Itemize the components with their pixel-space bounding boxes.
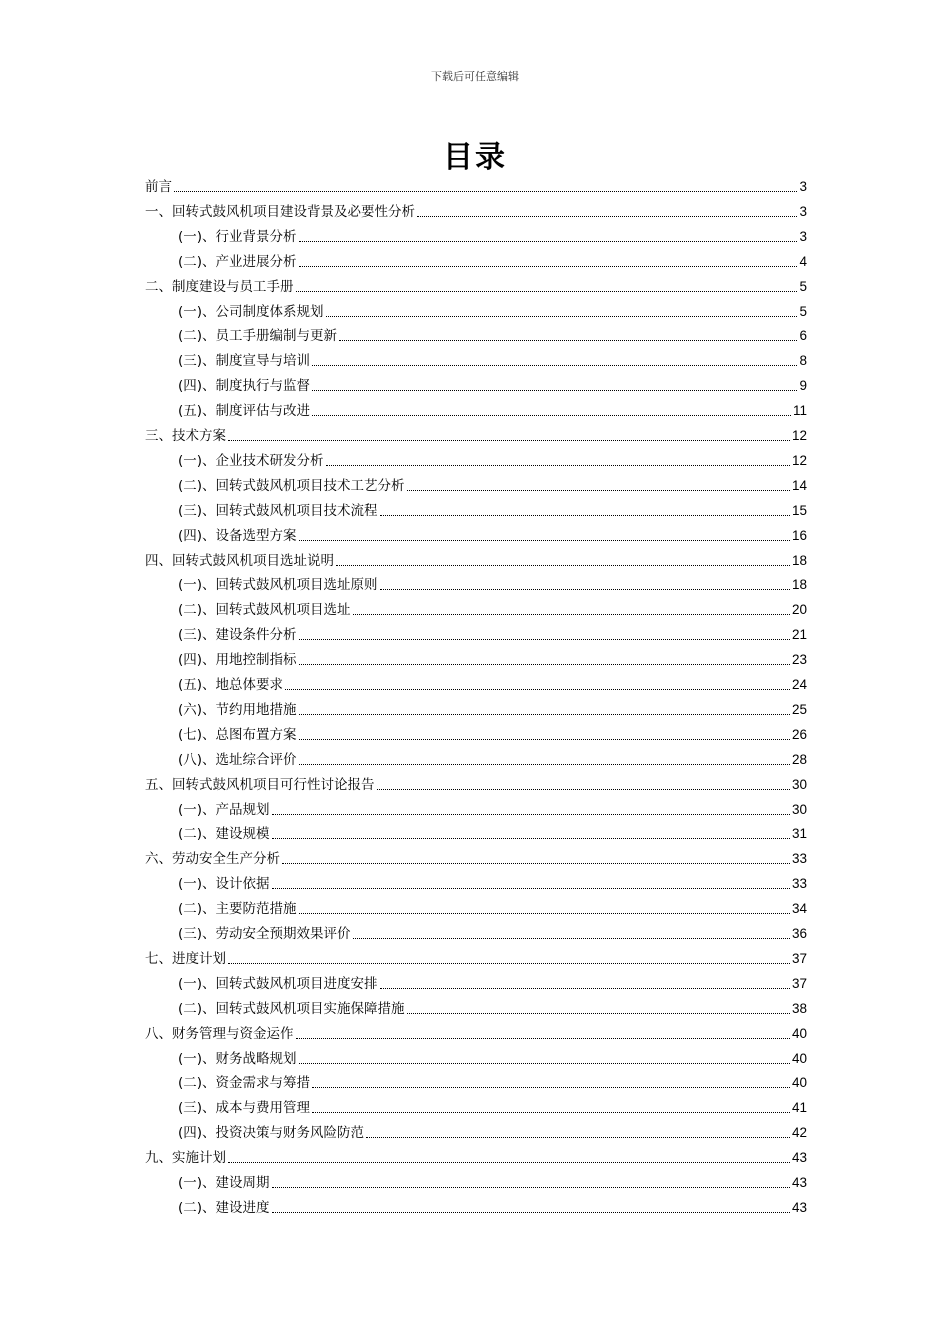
toc-entry[interactable] <box>178 675 807 695</box>
toc-leader-dots <box>312 365 797 366</box>
toc-leader-dots <box>380 515 790 516</box>
toc-entry-title: (二)、回转式鼓风机项目选址 <box>178 602 351 619</box>
toc-entry-page: 28 <box>791 751 807 767</box>
toc-leader-dots <box>299 1063 790 1064</box>
toc-entry[interactable] <box>145 1024 807 1044</box>
toc-entry[interactable] <box>178 625 807 645</box>
toc-entry-page: 5 <box>799 303 807 319</box>
toc-entry-page: 8 <box>799 353 807 369</box>
toc-leader-dots <box>228 963 790 964</box>
toc-entry[interactable] <box>178 1123 807 1143</box>
toc-entry[interactable] <box>178 650 807 670</box>
toc-entry[interactable] <box>178 227 807 247</box>
toc-leader-dots <box>299 764 790 765</box>
toc-leader-dots <box>299 714 790 715</box>
toc-leader-dots <box>366 1137 790 1138</box>
toc-entry-page: 3 <box>799 228 807 244</box>
toc-leader-dots <box>282 863 790 864</box>
toc-entry[interactable] <box>178 824 807 844</box>
toc-entry[interactable] <box>178 999 807 1019</box>
toc-entry[interactable] <box>178 501 807 521</box>
toc-entry-title: (二)、产业进展分析 <box>178 253 297 270</box>
toc-entry[interactable] <box>178 351 807 371</box>
toc-leader-dots <box>228 440 790 441</box>
toc-leader-dots <box>299 241 798 242</box>
toc-entry-title: (四)、投资决策与财务风险防范 <box>178 1125 365 1142</box>
toc-entry-page: 25 <box>791 701 807 717</box>
toc-entry-title: 前言 <box>145 179 172 195</box>
toc-entry-title: (一)、回转式鼓风机项目选址原则 <box>178 577 378 594</box>
toc-entry-title: (一)、建设周期 <box>178 1175 270 1191</box>
toc-leader-dots <box>377 789 790 790</box>
toc-entry-title: (五)、制度评估与改进 <box>178 403 311 420</box>
toc-leader-dots <box>326 465 790 466</box>
toc-entry-title: (一)、企业技术研发分析 <box>178 452 324 469</box>
toc-entry-page: 26 <box>791 726 807 742</box>
toc-entry-page: 18 <box>791 552 807 568</box>
toc-entry-title: (七)、总图布置方案 <box>178 726 297 743</box>
toc-entry-page: 3 <box>799 179 807 194</box>
toc-entry-title: (二)、资金需求与筹措 <box>178 1075 311 1092</box>
toc-entry-page: 37 <box>791 950 807 966</box>
toc-entry-title: (三)、成本与费用管理 <box>178 1100 311 1117</box>
toc-leader-dots <box>299 664 790 665</box>
toc-entry[interactable] <box>178 924 807 944</box>
toc-entry[interactable] <box>178 1073 807 1093</box>
toc-leader-dots <box>299 913 790 914</box>
toc-entry-page: 9 <box>799 378 807 394</box>
toc-entry[interactable] <box>145 949 807 969</box>
toc-entry[interactable] <box>178 401 807 421</box>
toc-entry-page: 36 <box>791 926 807 941</box>
toc-entry-page: 40 <box>791 1050 807 1066</box>
toc-entry-page: 43 <box>791 1150 807 1166</box>
toc-leader-dots <box>312 1087 790 1088</box>
toc-entry-page: 33 <box>791 876 807 892</box>
toc-entry-title: (三)、回转式鼓风机项目技术流程 <box>178 502 378 519</box>
toc-entry-page: 42 <box>791 1125 807 1141</box>
toc-leader-dots <box>272 1212 790 1213</box>
toc-entry[interactable] <box>145 849 807 869</box>
toc-entry-page: 38 <box>791 1000 807 1016</box>
header-note: 下载后可任意编辑 <box>431 70 519 83</box>
toc-entry[interactable] <box>178 1173 807 1193</box>
toc-entry[interactable] <box>178 725 807 745</box>
toc-entry-title: 七、进度计划 <box>145 950 226 967</box>
toc-entry[interactable] <box>178 252 807 272</box>
toc-entry-page: 23 <box>791 652 807 668</box>
toc-entry-page: 3 <box>799 203 807 219</box>
toc-leader-dots <box>407 1013 790 1014</box>
toc-leader-dots <box>353 614 790 615</box>
toc-entry-title: (三)、建设条件分析 <box>178 627 297 644</box>
toc-entry-title: (二)、员工手册编制与更新 <box>178 328 338 345</box>
toc-leader-dots <box>312 390 797 391</box>
page-title: 目录 <box>443 140 507 175</box>
toc-entry-page: 14 <box>791 477 807 493</box>
toc-entry[interactable] <box>145 177 807 197</box>
toc-entry-page: 33 <box>791 851 807 867</box>
toc-leader-dots <box>339 340 797 341</box>
toc-entry-title: 六、劳动安全生产分析 <box>145 851 280 868</box>
toc-leader-dots <box>299 639 790 640</box>
toc-leader-dots <box>272 814 790 815</box>
toc-entry-page: 4 <box>799 253 807 269</box>
toc-entry-page: 11 <box>792 403 807 419</box>
toc-leader-dots <box>380 988 790 989</box>
toc-leader-dots <box>228 1162 790 1163</box>
toc-entry[interactable] <box>178 700 807 720</box>
toc-entry[interactable] <box>178 451 807 471</box>
toc-leader-dots <box>299 739 790 740</box>
toc-entry-page: 34 <box>791 901 807 917</box>
toc-entry-title: 三、技术方案 <box>145 428 226 444</box>
toc-entry-title: (一)、产品规划 <box>178 801 270 818</box>
toc-entry-title: (五)、地总体要求 <box>178 677 284 693</box>
toc-entry-page: 30 <box>791 801 807 817</box>
toc-entry-page: 24 <box>791 677 807 692</box>
toc-entry-title: 四、回转式鼓风机项目选址说明 <box>145 552 334 569</box>
toc-entry-title: (八)、选址综合评价 <box>178 751 297 768</box>
toc-entry-page: 40 <box>791 1075 807 1091</box>
toc-entry[interactable] <box>145 426 807 446</box>
toc-entry[interactable] <box>178 376 807 396</box>
toc-leader-dots <box>299 266 798 267</box>
toc-leader-dots <box>312 1112 790 1113</box>
toc-entry[interactable] <box>178 1098 807 1118</box>
toc-leader-dots <box>299 540 790 541</box>
toc-entry-page: 43 <box>791 1199 807 1215</box>
toc-entry-page: 37 <box>791 975 807 991</box>
toc-entry-page: 16 <box>791 527 807 543</box>
toc-entry[interactable] <box>145 202 807 222</box>
toc-entry-title: 一、回转式鼓风机项目建设背景及必要性分析 <box>145 203 415 220</box>
toc-entry[interactable] <box>178 1049 807 1069</box>
toc-entry[interactable] <box>178 899 807 919</box>
toc-entry[interactable] <box>178 600 807 620</box>
toc-leader-dots <box>336 565 790 566</box>
toc-entry[interactable] <box>178 874 807 894</box>
toc-entry-page: 20 <box>791 602 807 618</box>
toc-entry-title: (一)、财务战略规划 <box>178 1050 297 1067</box>
toc-entry-title: (二)、建设进度 <box>178 1199 270 1216</box>
toc-entry-title: 八、财务管理与资金运作 <box>145 1025 294 1042</box>
toc-entry[interactable] <box>145 551 807 571</box>
toc-entry-title: (一)、行业背景分析 <box>178 228 297 245</box>
toc-entry-page: 12 <box>791 428 807 443</box>
toc-entry-title: 二、制度建设与员工手册 <box>145 278 294 295</box>
toc-entry-title: (二)、回转式鼓风机项目技术工艺分析 <box>178 477 405 494</box>
toc-entry[interactable] <box>178 476 807 496</box>
toc-entry-page: 31 <box>791 826 807 842</box>
toc-entry-title: (三)、制度宣导与培训 <box>178 353 311 370</box>
toc-entry[interactable] <box>178 1198 807 1218</box>
toc-entry-title: (六)、节约用地措施 <box>178 701 297 718</box>
toc-leader-dots <box>312 415 791 416</box>
toc-entry-page: 15 <box>791 502 807 518</box>
toc-entry-page: 21 <box>791 627 807 643</box>
toc-entry[interactable] <box>178 575 807 595</box>
toc-entry-title: (三)、劳动安全预期效果评价 <box>178 926 351 942</box>
toc-entry-title: (二)、建设规模 <box>178 826 270 843</box>
toc-leader-dots <box>272 838 790 839</box>
toc-entry-page: 40 <box>791 1025 807 1041</box>
toc-entry[interactable] <box>145 277 807 297</box>
toc-entry-title: 九、实施计划 <box>145 1150 226 1167</box>
toc-leader-dots <box>285 689 790 690</box>
toc-entry[interactable] <box>178 800 807 820</box>
toc-entry[interactable] <box>178 750 807 770</box>
toc-entry-title: (四)、制度执行与监督 <box>178 378 311 395</box>
toc-entry[interactable] <box>145 775 807 795</box>
toc-entry-title: (四)、用地控制指标 <box>178 652 297 669</box>
toc-entry-title: (四)、设备选型方案 <box>178 527 297 544</box>
toc-entry[interactable] <box>178 302 807 322</box>
toc-entry-title: (一)、公司制度体系规划 <box>178 303 324 320</box>
toc-entry[interactable] <box>178 326 807 346</box>
toc-entry-title: (一)、设计依据 <box>178 876 270 893</box>
toc-entry-page: 5 <box>799 278 807 294</box>
toc-leader-dots <box>353 938 790 939</box>
toc-entry-title: 五、回转式鼓风机项目可行性讨论报告 <box>145 776 375 793</box>
toc-entry-page: 6 <box>799 328 807 344</box>
toc-entry[interactable] <box>178 974 807 994</box>
toc-entry-page: 30 <box>791 776 807 792</box>
toc-entry-page: 12 <box>791 452 807 468</box>
toc-leader-dots <box>326 316 798 317</box>
toc-leader-dots <box>272 1187 790 1188</box>
toc-entry-page: 18 <box>791 577 807 593</box>
toc-entry-page: 41 <box>791 1100 807 1116</box>
toc-leader-dots <box>296 1038 790 1039</box>
toc-leader-dots <box>407 490 790 491</box>
toc-entry-title: (二)、主要防范措施 <box>178 901 297 918</box>
toc-entry-title: (一)、回转式鼓风机项目进度安排 <box>178 975 378 992</box>
toc-leader-dots <box>174 191 797 192</box>
toc-leader-dots <box>380 589 790 590</box>
toc-entry-title: (二)、回转式鼓风机项目实施保障措施 <box>178 1000 405 1017</box>
toc-leader-dots <box>272 888 790 889</box>
toc-entry-page: 43 <box>791 1175 807 1190</box>
toc-leader-dots <box>296 291 798 292</box>
toc-entry[interactable] <box>145 1148 807 1168</box>
toc-entry[interactable] <box>178 526 807 546</box>
toc-leader-dots <box>417 216 797 217</box>
